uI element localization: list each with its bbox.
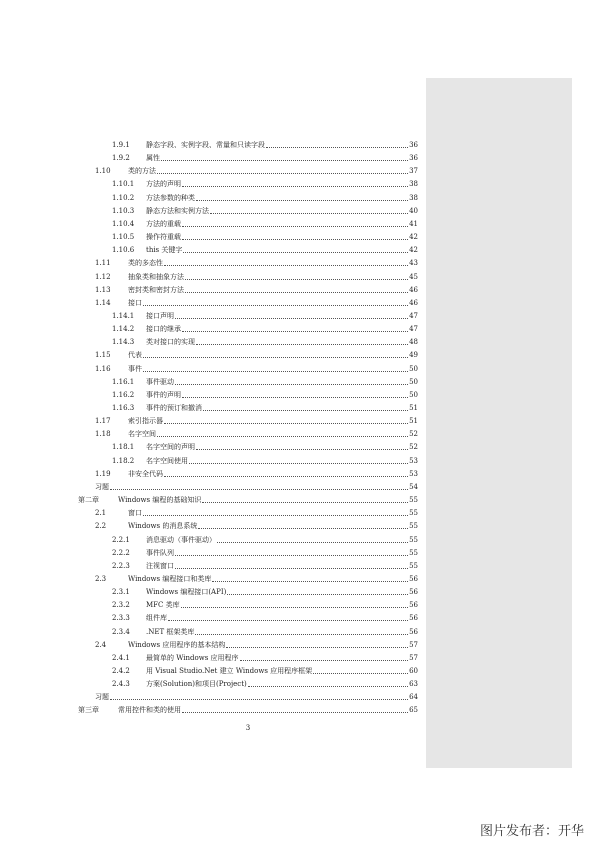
toc-entry-page: 63 [409, 680, 418, 688]
toc-entry-page: 55 [409, 562, 418, 570]
toc-dot-leader [182, 397, 408, 398]
toc-entry-number: 1.16.2 [112, 391, 135, 399]
toc-entry-page: 50 [409, 378, 418, 386]
toc-dot-leader [226, 647, 408, 648]
toc-entry-number: 第三章 [78, 706, 99, 714]
toc-dot-leader [240, 660, 408, 661]
toc-entry-number: 1.18.2 [112, 457, 135, 465]
toc-dot-leader [227, 594, 408, 595]
toc-entry-title: 类对接口的实现 [146, 338, 195, 346]
toc-entry-number: 2.4.1 [112, 654, 130, 662]
toc-entry-title: 窗口 [128, 509, 142, 517]
toc-entry[interactable] [112, 586, 418, 598]
toc-entry-number: 1.16 [95, 365, 111, 373]
toc-entry-number: 1.12 [95, 273, 111, 281]
toc-entry-number: 1.10.5 [112, 233, 135, 241]
toc-entry-title: 常用控件和类的使用 [118, 706, 181, 714]
toc-dot-leader [182, 186, 408, 187]
toc-entry[interactable] [112, 534, 418, 546]
toc-entry-page: 51 [409, 417, 418, 425]
toc-entry-page: 57 [409, 654, 418, 662]
toc-entry[interactable] [95, 507, 418, 519]
toc-entry-title: 静态字段、实例字段、常量和只读字段 [146, 141, 265, 149]
toc-entry[interactable] [78, 704, 418, 716]
toc-entry-title: 非安全代码 [128, 470, 163, 478]
toc-entry[interactable] [112, 560, 418, 572]
toc-entry-page: 37 [409, 167, 418, 175]
toc-entry[interactable] [78, 494, 418, 506]
toc-entry-title: 事件驱动 [146, 378, 174, 386]
toc-entry-page: 46 [409, 286, 418, 294]
toc-entry[interactable] [112, 152, 418, 164]
toc-entry[interactable] [95, 297, 418, 309]
page-number: 3 [245, 724, 251, 732]
toc-entry-number: 2.4.2 [112, 667, 130, 675]
toc-entry[interactable] [112, 192, 418, 204]
toc-dot-leader [143, 305, 408, 306]
toc-dot-leader [164, 265, 408, 266]
toc-entry-title: Windows 编程接口(API) [146, 588, 227, 596]
toc-entry-page: 41 [409, 220, 418, 228]
toc-entry-number: 1.16.1 [112, 378, 135, 386]
toc-dot-leader [175, 555, 408, 556]
toc-entry-title: 注视窗口 [146, 562, 174, 570]
toc-dot-leader [143, 515, 408, 516]
toc-dot-leader [248, 686, 408, 687]
toc-entry-page: 46 [409, 299, 418, 307]
toc-entry-page: 53 [409, 470, 418, 478]
toc-entry[interactable] [95, 165, 418, 177]
toc-entry-number: 2.4.3 [112, 680, 130, 688]
toc-entry-page: 56 [409, 601, 418, 609]
toc-entry-number: 1.15 [95, 351, 111, 359]
toc-entry-page: 55 [409, 496, 418, 504]
toc-entry-title: 方法的重载 [146, 220, 181, 228]
toc-entry-title: 名字空间使用 [146, 457, 188, 465]
toc-entry-title: 事件的预订和撤消 [146, 404, 202, 412]
toc-entry-page: 50 [409, 391, 418, 399]
toc-entry-number: 1.10.4 [112, 220, 135, 228]
toc-entry-title: 用 Visual Studio.Net 建立 Windows 应用程序框架 [146, 667, 313, 675]
toc-dot-leader [185, 292, 408, 293]
toc-entry[interactable] [95, 428, 418, 440]
toc-entry-page: 55 [409, 536, 418, 544]
toc-entry-page: 43 [409, 259, 418, 267]
toc-entry[interactable] [95, 520, 418, 532]
toc-entry-number: 1.10.6 [112, 246, 135, 254]
toc-entry[interactable] [112, 547, 418, 559]
toc-entry[interactable] [112, 455, 418, 467]
toc-entry-page: 55 [409, 509, 418, 517]
toc-dot-leader [182, 226, 408, 227]
toc-entry-page: 52 [409, 430, 418, 438]
toc-dot-leader [183, 252, 408, 253]
toc-entry[interactable] [95, 468, 418, 480]
toc-entry[interactable] [95, 349, 418, 361]
toc-entry[interactable] [95, 573, 418, 585]
toc-dot-leader [175, 568, 408, 569]
toc-entry-number: 1.17 [95, 417, 111, 425]
toc-entry-title: 类的方法 [128, 167, 156, 175]
toc-entry[interactable] [95, 363, 418, 375]
toc-dot-leader [164, 423, 408, 424]
toc-entry-number: 1.18 [95, 430, 111, 438]
toc-entry[interactable] [112, 678, 418, 690]
toc-entry-page: 64 [409, 693, 418, 701]
toc-entry-number: 2.2.1 [112, 536, 130, 544]
toc-dot-leader [202, 502, 408, 503]
toc-entry-title: 事件的声明 [146, 391, 181, 399]
toc-entry[interactable] [95, 691, 418, 703]
toc-entry-title: 组件库 [146, 614, 167, 622]
toc-entry-title: 属性 [146, 154, 160, 162]
toc-entry-number: 1.9.2 [112, 154, 130, 162]
toc-entry-title: 方法参数的种类 [146, 194, 195, 202]
toc-dot-leader [196, 200, 408, 201]
toc-entry-number: 2.1 [95, 509, 107, 517]
toc-entry[interactable] [112, 599, 418, 611]
toc-entry[interactable] [112, 612, 418, 624]
toc-entry-number: 2.3.2 [112, 601, 130, 609]
toc-entry-title: this 关键字 [146, 246, 183, 254]
toc-entry-number: 2.2 [95, 522, 107, 530]
toc-dot-leader [143, 357, 408, 358]
toc-entry-number: 2.2.3 [112, 562, 130, 570]
toc-dot-leader [182, 712, 408, 713]
toc-dot-leader [189, 463, 408, 464]
toc-entry-number: 1.10.2 [112, 194, 135, 202]
toc-entry-title: Windows 应用程序的基本结构 [128, 641, 226, 649]
toc-dot-leader [266, 147, 408, 148]
toc-entry-number: 2.3.4 [112, 628, 130, 636]
toc-dot-leader [157, 173, 408, 174]
toc-dot-leader [203, 410, 408, 411]
toc-entry-page: 56 [409, 575, 418, 583]
toc-dot-leader [110, 699, 408, 700]
toc-entry[interactable] [112, 323, 418, 335]
toc-entry-title: 事件队列 [146, 549, 174, 557]
toc-entry-page: 48 [409, 338, 418, 346]
toc-entry-page: 38 [409, 194, 418, 202]
toc-entry-number: 2.3.1 [112, 588, 130, 596]
toc-entry-page: 55 [409, 522, 418, 530]
toc-entry-number: 1.10.3 [112, 207, 135, 215]
toc-entry-title: 索引指示器 [128, 417, 163, 425]
toc-entry-page: 57 [409, 641, 418, 649]
toc-entry[interactable] [112, 178, 418, 190]
toc-entry-page: 42 [409, 233, 418, 241]
toc-dot-leader [313, 673, 408, 674]
toc-entry[interactable] [112, 376, 418, 388]
toc-entry-page: 65 [409, 706, 418, 714]
toc-dot-leader [196, 449, 408, 450]
toc-entry-page: 56 [409, 588, 418, 596]
toc-dot-leader [212, 581, 408, 582]
toc-entry-title: 密封类和密封方法 [128, 286, 184, 294]
toc-entry-number: 习题 [95, 483, 109, 491]
toc-entry-number: 1.14.3 [112, 338, 135, 346]
toc-entry-page: 38 [409, 180, 418, 188]
toc-entry-page: 47 [409, 312, 418, 320]
toc-dot-leader [175, 318, 408, 319]
toc-entry-page: 54 [409, 483, 418, 491]
toc-entry-number: 2.4 [95, 641, 107, 649]
toc-entry-number: 1.11 [95, 259, 111, 267]
toc-dot-leader [161, 160, 408, 161]
toc-entry-number: 2.3 [95, 575, 107, 583]
toc-entry-page: 60 [409, 667, 418, 675]
toc-entry[interactable] [112, 652, 418, 664]
toc-entry-number: 1.13 [95, 286, 111, 294]
toc-entry[interactable] [112, 441, 418, 453]
toc-entry[interactable] [95, 481, 418, 493]
toc-entry-number: 1.19 [95, 470, 111, 478]
toc-entry-page: 36 [409, 154, 418, 162]
toc-entry-title: 接口的继承 [146, 325, 181, 333]
toc-entry-title: 抽象类和抽象方法 [128, 273, 184, 281]
toc-entry-page: 40 [409, 207, 418, 215]
toc-entry-title: MFC 类库 [146, 601, 180, 609]
toc-entry[interactable] [112, 665, 418, 677]
toc-dot-leader [195, 634, 408, 635]
toc-entry[interactable] [112, 389, 418, 401]
toc-entry-title: 消息驱动（事件驱动） [146, 536, 216, 544]
toc-entry-number: 2.2.2 [112, 549, 130, 557]
publisher-credit: 图片发布者：开华 [479, 824, 584, 839]
toc-entry[interactable] [112, 402, 418, 414]
toc-entry-title: 接口 [128, 299, 142, 307]
toc-entry-page: 55 [409, 549, 418, 557]
toc-entry-page: 50 [409, 365, 418, 373]
toc-dot-leader [182, 239, 408, 240]
toc-entry[interactable] [112, 244, 418, 256]
toc-dot-leader [217, 542, 408, 543]
toc-dot-leader [168, 620, 408, 621]
toc-entry[interactable] [112, 139, 418, 151]
toc-entry-page: 56 [409, 628, 418, 636]
toc-entry-number: 1.10.1 [112, 180, 135, 188]
toc-dot-leader [181, 607, 408, 608]
toc-entry-number: 1.10 [95, 167, 111, 175]
toc-entry[interactable] [95, 415, 418, 427]
toc-entry[interactable] [95, 639, 418, 651]
toc-entry-title: Windows 编程的基础知识 [118, 496, 202, 504]
toc-entry-number: 1.14 [95, 299, 111, 307]
toc-entry-title: Windows 编程接口和类库 [128, 575, 212, 583]
toc-entry-number: 1.14.2 [112, 325, 135, 333]
toc-dot-leader [175, 384, 408, 385]
toc-entry-page: 47 [409, 325, 418, 333]
toc-dot-leader [198, 528, 408, 529]
toc-entry[interactable] [112, 218, 418, 230]
toc-entry-title: 名字空间的声明 [146, 443, 195, 451]
toc-entry-title: 静态方法和实例方法 [146, 207, 209, 215]
toc-entry-title: 方案(Solution)和项目(Project) [146, 680, 247, 688]
toc-entry-title: 最简单的 Windows 应用程序 [146, 654, 239, 662]
toc-entry[interactable] [112, 231, 418, 243]
toc-entry-number: 1.16.3 [112, 404, 135, 412]
toc-entry[interactable] [95, 284, 418, 296]
toc-entry[interactable] [112, 336, 418, 348]
toc-entry[interactable] [95, 271, 418, 283]
toc-entry-number: 第二章 [78, 496, 99, 504]
toc-entry-number: 2.3.3 [112, 614, 130, 622]
toc-dot-leader [157, 436, 408, 437]
toc-entry-page: 36 [409, 141, 418, 149]
toc-entry-page: 51 [409, 404, 418, 412]
toc-entry-page: 53 [409, 457, 418, 465]
toc-entry-title: 事件 [128, 365, 142, 373]
toc-dot-leader [210, 213, 408, 214]
toc-entry-title: 类的多态性 [128, 259, 163, 267]
toc-dot-leader [182, 331, 408, 332]
toc-entry-number: 1.18.1 [112, 443, 135, 451]
toc-entry-page: 45 [409, 273, 418, 281]
toc-entry-title: 操作符重载 [146, 233, 181, 241]
toc-dot-leader [196, 344, 408, 345]
toc-entry-number: 1.14.1 [112, 312, 135, 320]
toc-entry-page: 56 [409, 614, 418, 622]
toc-entry[interactable] [112, 310, 418, 322]
toc-dot-leader [164, 476, 408, 477]
toc-entry-title: 方法的声明 [146, 180, 181, 188]
toc-dot-leader [143, 371, 408, 372]
toc-entry[interactable] [112, 205, 418, 217]
toc-entry-page: 49 [409, 351, 418, 359]
toc-entry-title: Windows 的消息系统 [128, 522, 198, 530]
toc-entry-title: 接口声明 [146, 312, 174, 320]
toc-entry[interactable] [95, 257, 418, 269]
toc-entry[interactable] [112, 626, 418, 638]
toc-entry-title: 代表 [128, 351, 142, 359]
toc-entry-page: 42 [409, 246, 418, 254]
toc-dot-leader [185, 279, 408, 280]
toc-entry-number: 1.9.1 [112, 141, 130, 149]
toc-entry-title: 名字空间 [128, 430, 156, 438]
toc-entry-number: 习题 [95, 693, 109, 701]
toc-entry-page: 52 [409, 443, 418, 451]
toc-entry-title: .NET 框架类库 [146, 628, 195, 636]
toc-dot-leader [110, 489, 408, 490]
